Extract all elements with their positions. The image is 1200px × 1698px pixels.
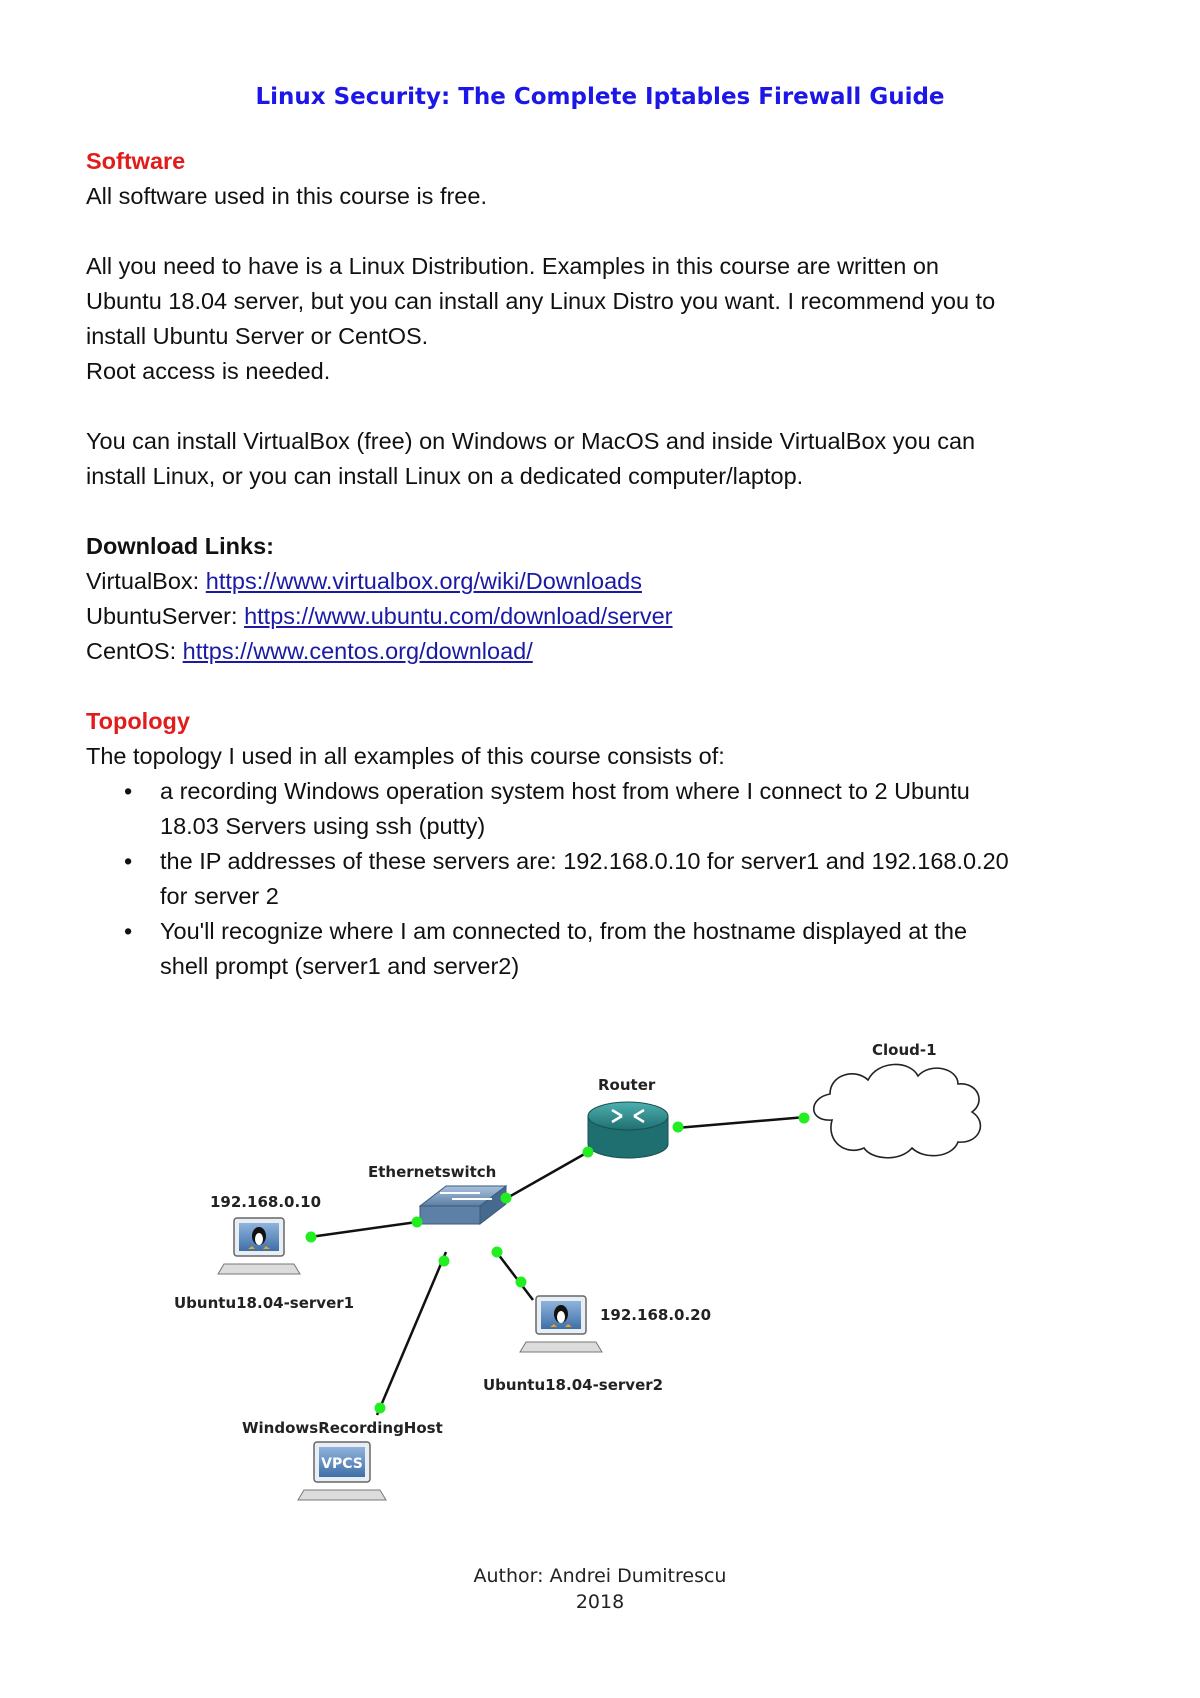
list-item: [86, 914, 1126, 984]
host-label: WindowsRecordingHost: [242, 1419, 443, 1437]
download-link-label: CentOS:: [86, 638, 183, 664]
link-dot: [412, 1217, 423, 1228]
link-dot: [799, 1113, 810, 1124]
topology-bullet-list: [86, 774, 1126, 984]
list-item-line: shell prompt (server1 and server2): [160, 953, 520, 979]
link-switch-host: [377, 1252, 446, 1415]
author-line: Author: Andrei Dumitrescu: [473, 1565, 727, 1587]
server2-computer-icon: [520, 1296, 602, 1352]
link-router-cloud: [676, 1117, 806, 1128]
centos-link[interactable]: https://www.centos.org/download/: [182, 638, 533, 664]
bullet-icon: •: [124, 778, 133, 804]
list-item-line: the IP addresses of these servers are: 192.168.0.10 for server1 and 192.168.0.20: [160, 848, 1009, 874]
year-line: 2018: [575, 1591, 625, 1613]
server2-name: Ubuntu18.04-server2: [483, 1376, 664, 1394]
download-link-row: [86, 634, 1126, 669]
link-status-dots: [306, 1113, 810, 1414]
list-item-line: You'll recognize where I am connected to, from the hostname displayed at the: [160, 918, 968, 944]
cloud-icon: [814, 1064, 981, 1157]
link-dot: [439, 1256, 450, 1267]
server2-ip: 192.168.0.20: [600, 1306, 712, 1324]
software-paragraph-line: install Ubuntu Server or CentOS.: [86, 323, 429, 349]
software-heading: Software: [86, 148, 186, 174]
list-item: [86, 774, 1126, 844]
link-dot: [673, 1122, 684, 1133]
link-dot: [516, 1277, 527, 1288]
topology-intro: The topology I used in all examples of this course consists of:: [86, 743, 725, 769]
vpcs-badge: VPCS: [321, 1456, 363, 1472]
list-item: [86, 844, 1126, 914]
page-title: Linux Security: The Complete Iptables Firewall Guide: [255, 84, 945, 110]
bullet-icon: •: [124, 848, 133, 874]
ethernet-switch-icon: [420, 1186, 506, 1224]
download-links-heading: Download Links:: [86, 533, 274, 559]
link-switch-server2: [495, 1250, 533, 1300]
list-item-line: a recording Windows operation system host from where I connect to 2 Ubuntu: [160, 778, 970, 804]
switch-label: Ethernetswitch: [368, 1163, 497, 1181]
router-icon: [588, 1102, 668, 1158]
list-item-line: for server 2: [160, 883, 279, 909]
topology-diagram: [0, 1010, 1200, 1530]
ubuntu-server-link[interactable]: https://www.ubuntu.com/download/server: [244, 603, 673, 629]
download-link-row: [86, 599, 1126, 634]
software-paragraph-line: All you need to have is a Linux Distribution. Examples in this course are written on: [86, 253, 939, 279]
footer: [0, 1563, 1200, 1615]
virtualbox-link[interactable]: https://www.virtualbox.org/wiki/Downloads: [205, 568, 642, 594]
download-link-label: UbuntuServer:: [86, 603, 245, 629]
link-dot: [583, 1147, 594, 1158]
link-dot: [501, 1193, 512, 1204]
software-paragraph-line: Ubuntu 18.04 server, but you can install any Linux Distro you want. I recommend you to: [86, 288, 996, 314]
software-paragraph-line: You can install VirtualBox (free) on Windows or MacOS and inside VirtualBox you can: [86, 428, 976, 454]
link-dot: [375, 1403, 386, 1414]
cloud-label: Cloud-1: [872, 1041, 937, 1059]
server1-ip: 192.168.0.10: [210, 1193, 322, 1211]
server1-computer-icon: [218, 1218, 300, 1274]
server1-name: Ubuntu18.04-server1: [174, 1294, 355, 1312]
topology-heading: Topology: [86, 708, 190, 734]
download-link-row: [86, 564, 1126, 599]
list-item-line: 18.03 Servers using ssh (putty): [160, 813, 486, 839]
software-paragraph-line: Root access is needed.: [86, 358, 331, 384]
link-dot: [306, 1232, 317, 1243]
bullet-icon: •: [124, 918, 133, 944]
document-body: [86, 144, 1126, 984]
link-dot: [492, 1247, 503, 1258]
software-paragraph-line: install Linux, or you can install Linux on a dedicated computer/laptop.: [86, 463, 804, 489]
software-line: All software used in this course is free.: [86, 183, 487, 209]
link-server1-switch: [310, 1222, 417, 1237]
link-switch-router: [507, 1152, 588, 1198]
download-link-label: VirtualBox:: [86, 568, 206, 594]
router-label: Router: [598, 1076, 656, 1094]
